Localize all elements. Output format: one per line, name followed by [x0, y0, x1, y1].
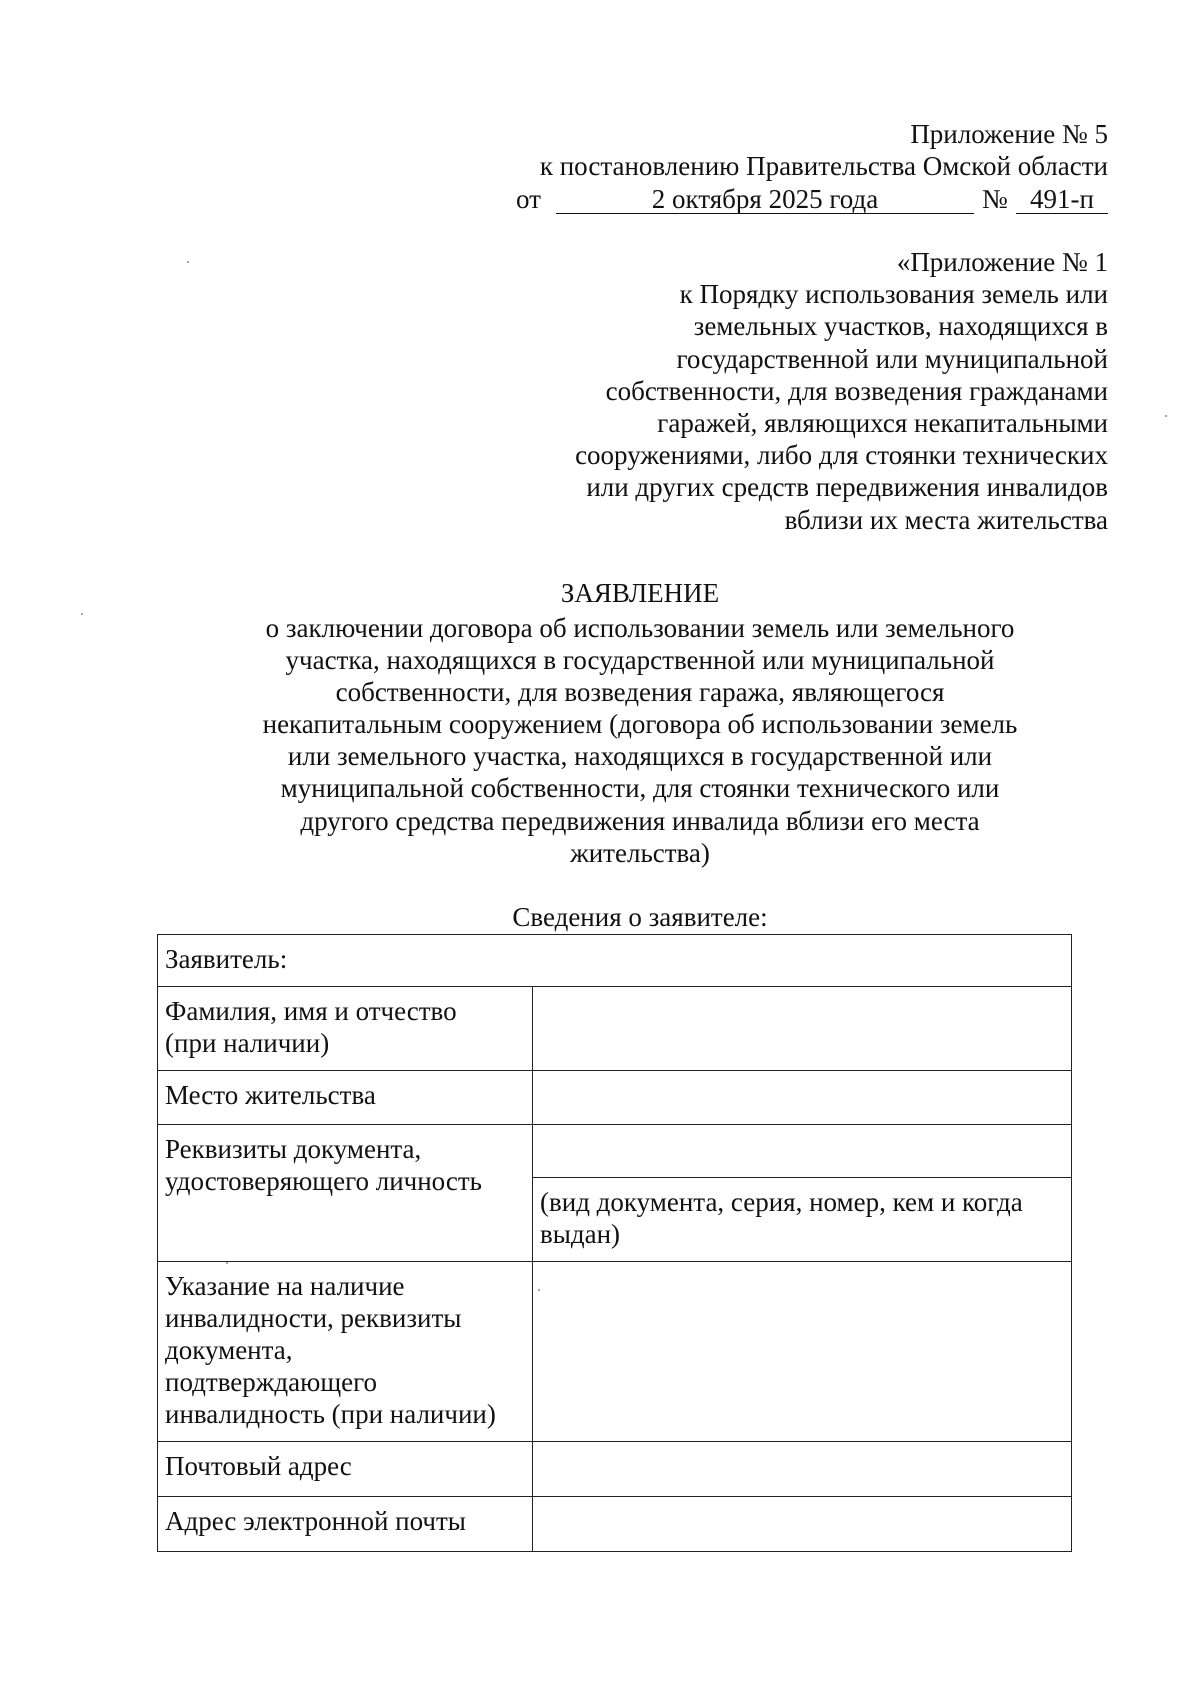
appendix-header	[540, 118, 1108, 182]
disability-field[interactable]	[533, 1262, 1072, 1442]
document-title: ЗАЯВЛЕНИЕ	[560, 578, 720, 608]
full-name-label	[158, 987, 533, 1071]
table-row	[158, 987, 1072, 1071]
label-line: инвалидность (при наличии)	[165, 1399, 496, 1429]
date-prefix: от	[516, 184, 541, 214]
scan-speck	[538, 1289, 540, 1291]
id-document-field[interactable]	[533, 1125, 1072, 1178]
id-document-hint	[533, 1178, 1072, 1262]
email-field[interactable]	[533, 1497, 1072, 1552]
postal-address-label: Почтовый адрес	[158, 1442, 533, 1497]
label-line: (при наличии)	[165, 1028, 330, 1058]
residence-label: Место жительства	[158, 1071, 533, 1125]
resolution-number: 491-п	[1016, 183, 1108, 214]
number-sign: №	[982, 184, 1008, 214]
annex-line: «Приложение № 1	[896, 247, 1108, 277]
email-label: Адрес электронной почты	[158, 1497, 533, 1552]
annex-line: земельных участков, находящихся в	[693, 311, 1108, 342]
scan-speck	[81, 613, 83, 615]
subtitle-line: или земельного участка, находящихся в государственной или	[287, 741, 993, 772]
annex-line: или других средств передвижения инвалидов	[586, 472, 1108, 503]
annex-line: к Порядку использования земель или	[679, 279, 1108, 310]
annex-line: государственной или муниципальной	[676, 343, 1108, 374]
postal-address-field[interactable]	[533, 1442, 1072, 1497]
subtitle-line: участка, находящихся в государственной или муниципальной	[285, 645, 995, 676]
label-line: документа,	[165, 1335, 293, 1365]
annex-line: вблизи их места жительства	[784, 504, 1108, 535]
hint-line: (вид документа, серия, номер, кем и когда	[540, 1187, 1023, 1217]
scan-speck	[226, 1262, 228, 1264]
applicant-form-table	[157, 934, 1072, 1552]
resolution-reference: к постановлению Правительства Омской области	[539, 151, 1108, 181]
resolution-date-line	[516, 183, 1108, 219]
full-name-field[interactable]	[533, 987, 1072, 1071]
appendix-title: Приложение № 5	[910, 119, 1108, 149]
resolution-date: 2 октября 2025 года	[556, 183, 974, 214]
label-line: инвалидности, реквизиты	[165, 1303, 462, 1333]
subtitle-line: жительства)	[570, 837, 710, 868]
annex-line: гаражей, являющихся некапитальными	[657, 408, 1108, 439]
label-line: подтверждающего	[165, 1367, 378, 1397]
subtitle-line: муниципальной собственности, для стоянки технического или	[280, 773, 1000, 804]
disability-label	[158, 1262, 533, 1442]
label-line: Фамилия, имя и отчество	[165, 996, 457, 1026]
subtitle-line: о заключении договора об использовании земель или земельного	[265, 613, 1015, 643]
table-row	[158, 1497, 1072, 1552]
hint-line: выдан)	[540, 1219, 621, 1249]
residence-field[interactable]	[533, 1071, 1072, 1125]
subtitle-line: собственности, для возведения гаража, являющегося	[335, 677, 945, 708]
annex-reference	[575, 246, 1108, 536]
annex-line: собственности, для возведения гражданами	[605, 375, 1108, 406]
label-line: Реквизиты документа,	[165, 1134, 422, 1164]
table-row	[158, 1442, 1072, 1497]
document-subtitle	[160, 612, 1120, 869]
annex-line: сооружениями, либо для стоянки технических	[575, 440, 1108, 471]
table-row	[158, 935, 1072, 987]
scan-speck	[187, 261, 189, 263]
label-line: удостоверяющего личность	[165, 1166, 482, 1196]
subtitle-line: некапитальным сооружением (договора об использовании земель	[262, 709, 1018, 740]
table-row	[158, 1262, 1072, 1442]
applicant-header-cell: Заявитель:	[158, 935, 1072, 987]
table-row	[158, 1125, 1072, 1178]
scan-speck	[1165, 415, 1167, 417]
applicant-section-caption: Сведения о заявителе:	[512, 902, 768, 932]
id-document-label	[158, 1125, 533, 1262]
subtitle-line: другого средства передвижения инвалида вблизи его места	[300, 805, 980, 836]
label-line: Указание на наличие	[165, 1271, 405, 1301]
table-row	[158, 1071, 1072, 1125]
